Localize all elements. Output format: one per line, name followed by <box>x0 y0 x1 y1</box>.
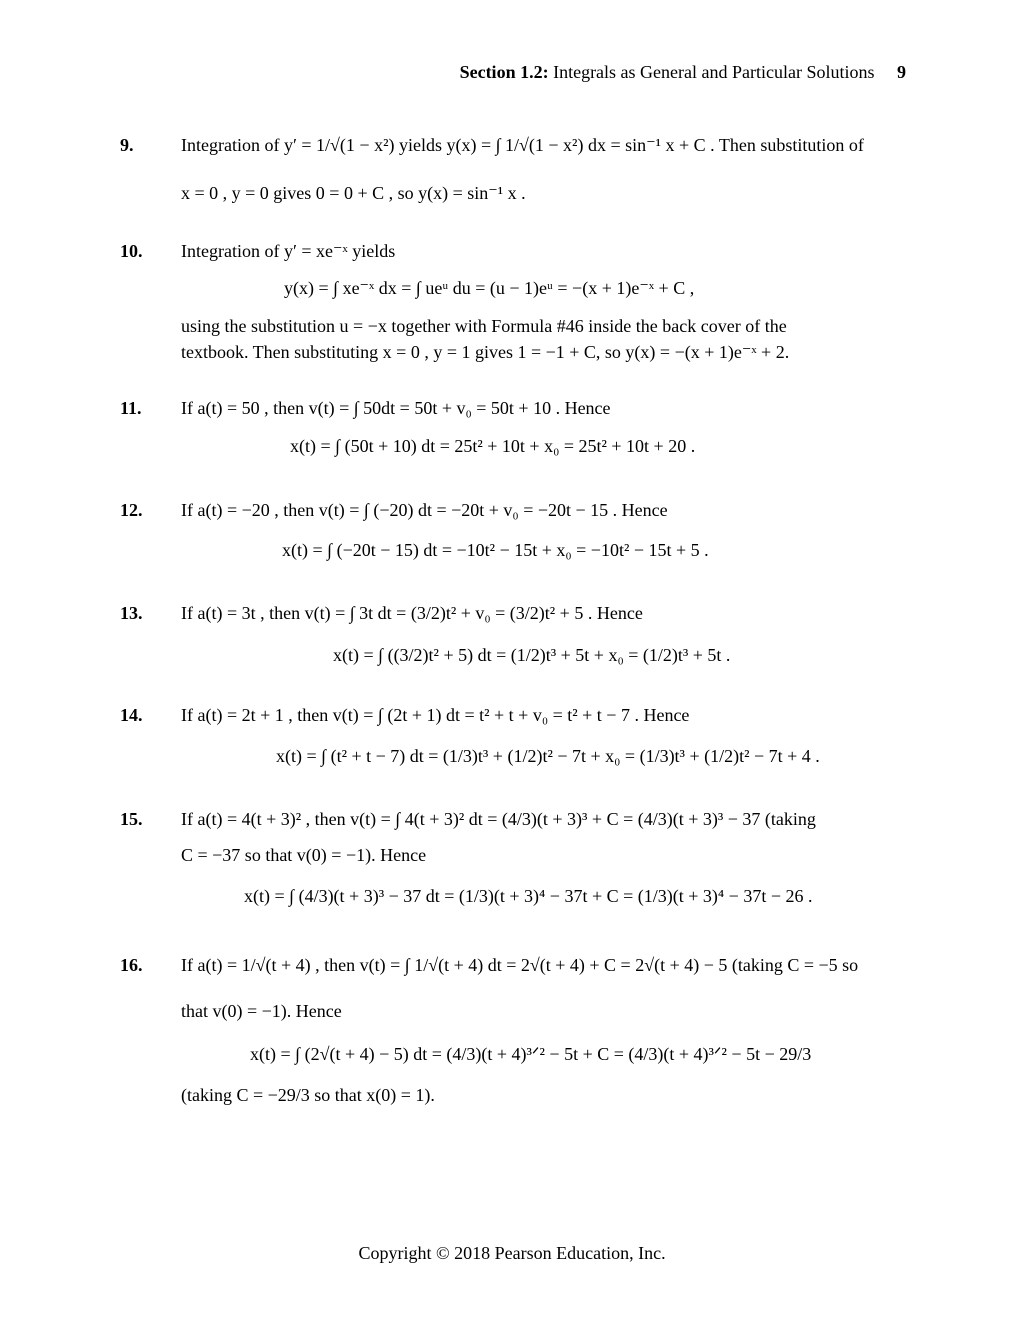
problem-line: If a(t) = 3t , then v(t) = ∫ 3t dt = (3/2)t² + v₀ = (3/2)t² + 5 . Hence <box>181 603 643 623</box>
problem-line: textbook. Then substituting x = 0 , y = 1 gives 1 = −1 + C, so y(x) = −(x + 1)e⁻ˣ + 2. <box>181 342 790 362</box>
problem-line: If a(t) = 2t + 1 , then v(t) = ∫ (2t + 1) dt = t² + t + v₀ = t² + t − 7 . Hence <box>181 705 690 725</box>
problem-line: y(x) = ∫ xe⁻ˣ dx = ∫ ueᵘ du = (u − 1)eᵘ = −(x + 1)e⁻ˣ + C , <box>284 278 695 298</box>
problem-line: x(t) = ∫ (t² + t − 7) dt = (1/3)t³ + (1/2)t² − 7t + x₀ = (1/3)t³ + (1/2)t² − 7t + 4 . <box>276 746 820 766</box>
problem-line: x(t) = ∫ ((3/2)t² + 5) dt = (1/2)t³ + 5t + x₀ = (1/2)t³ + 5t . <box>333 645 731 665</box>
page-header <box>460 62 906 83</box>
problem-line: x(t) = ∫ (−20t − 15) dt = −10t² − 15t + x₀ = −10t² − 15t + 5 . <box>282 540 709 560</box>
problem-line: using the substitution u = −x together with Formula #46 inside the back cover of the <box>181 316 787 336</box>
problem-line: If a(t) = 1/√(t + 4) , then v(t) = ∫ 1/√(t + 4) dt = 2√(t + 4) + C = 2√(t + 4) − 5 (taking C = −5 so <box>181 955 859 975</box>
problem-line: that v(0) = −1). Hence <box>181 1001 342 1021</box>
problem-number: 12. <box>120 500 143 520</box>
page-footer: Copyright © 2018 Pearson Education, Inc. <box>358 1243 666 1263</box>
problem-line: x(t) = ∫ (2√(t + 4) − 5) dt = (4/3)(t + 4)³ᐟ² − 5t + C = (4/3)(t + 4)³ᐟ² − 5t − 29/3 <box>250 1044 812 1064</box>
problem-number: 9. <box>120 135 134 155</box>
problem-line: C = −37 so that v(0) = −1). Hence <box>181 845 427 865</box>
problem-line: Integration of y′ = xe⁻ˣ yields <box>181 241 396 261</box>
section-number: Section 1.2: <box>459 62 549 82</box>
problem-line: x(t) = ∫ (4/3)(t + 3)³ − 37 dt = (1/3)(t + 3)⁴ − 37t + C = (1/3)(t + 3)⁴ − 37t − 26 . <box>244 886 813 906</box>
problem-number: 14. <box>120 705 143 725</box>
problem-number: 16. <box>120 955 143 975</box>
problem-line: If a(t) = −20 , then v(t) = ∫ (−20) dt = −20t + v₀ = −20t − 15 . Hence <box>181 500 668 520</box>
problem-number: 13. <box>120 603 143 623</box>
problem-line: x(t) = ∫ (50t + 10) dt = 25t² + 10t + x₀ = 25t² + 10t + 20 . <box>290 436 696 456</box>
problem-line: If a(t) = 4(t + 3)² , then v(t) = ∫ 4(t + 3)² dt = (4/3)(t + 3)³ + C = (4/3)(t + 3)³ − 37 (taking <box>181 809 816 829</box>
problem-line: If a(t) = 50 , then v(t) = ∫ 50dt = 50t + v₀ = 50t + 10 . Hence <box>181 398 611 418</box>
section-title: Integrals as General and Particular Solutions <box>553 62 875 82</box>
page-number: 9 <box>897 62 906 82</box>
problem-line: (taking C = −29/3 so that x(0) = 1). <box>181 1085 435 1105</box>
problem-number: 15. <box>120 809 143 829</box>
problem-number: 10. <box>120 241 143 261</box>
problem-line: x = 0 , y = 0 gives 0 = 0 + C , so y(x) = sin⁻¹ x . <box>181 183 526 203</box>
problem-number: 11. <box>120 398 142 418</box>
problem-line: Integration of y′ = 1/√(1 − x²) yields y(x) = ∫ 1/√(1 − x²) dx = sin⁻¹ x + C . Then substitution of <box>181 135 864 155</box>
